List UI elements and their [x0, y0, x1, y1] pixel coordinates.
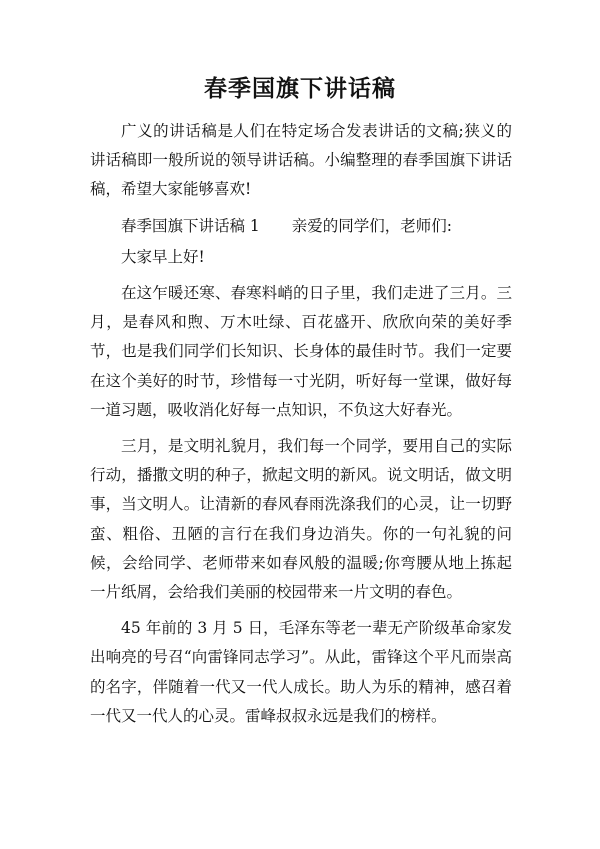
intro-paragraph: 广义的讲话稿是人们在特定场合发表讲话的文稿;狭义的讲话稿即一般所说的领导讲话稿。小编整理的春季国旗下讲话稿，希望大家能够喜欢! — [90, 122, 512, 199]
section-heading: 春季国旗下讲话稿 1 — [121, 216, 260, 235]
salutation: 亲爱的同学们，老师们: — [291, 216, 453, 235]
page-title: 春季国旗下讲话稿 — [204, 75, 396, 102]
document-body — [90, 117, 512, 738]
body-paragraph-1: 在这乍暖还寒、春寒料峭的日子里，我们走进了三月。三月，是春风和煦、万木吐绿、百花盛开、欣欣向荣的美好季节，也是我们同学们长知识、长身体的最佳时节。我们一定要在这个美好的时节，珍惜每一寸光阴，听好每一堂课，做好每一道习题，吸收消化好每一点知识，不负这大好春光。 — [90, 284, 512, 419]
body-paragraph-3: 45 年前的 3 月 5 日，毛泽东等老一辈无产阶级革命家发出响亮的号召“向雷锋同志学习”。从此，雷锋这个平凡而崇高的名字，伴随着一代又一代人成长。助人为乐的精神，感召着一代又一代人的心灵。雷峰叔叔永远是我们的榜样。 — [90, 619, 512, 725]
body-paragraph-2: 三月，是文明礼貌月，我们每一个同学，要用自己的实际行动，播撒文明的种子，掀起文明的新风。说文明话，做文明事，当文明人。让清新的春风春雨洗涤我们的心灵，让一切野蛮、粗俗、丑陋的言行在我们身边消失。你的一句礼貌的问候，会给同学、老师带来如春风般的温暖;你弯腰从地上拣起一片纸屑，会给我们美丽的校园带来一片文明的春色。 — [90, 437, 512, 602]
greeting: 大家早上好! — [121, 247, 205, 266]
section-heading-line — [90, 212, 512, 241]
